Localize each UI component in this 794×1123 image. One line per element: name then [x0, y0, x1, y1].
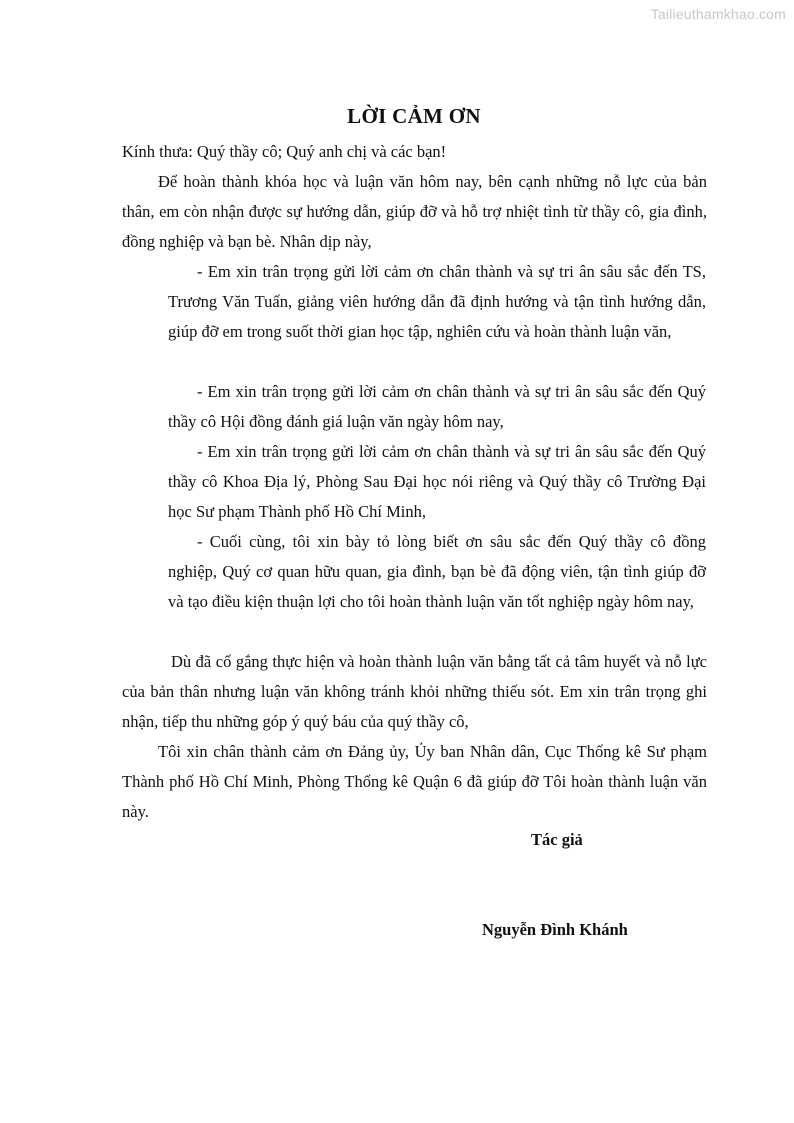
- closing-paragraph: Dù đã cố gắng thực hiện và hoàn thành luận văn bằng tất cả tâm huyết và nỗ lực của bản thân nhưng luận văn không tránh khỏi những thiếu sót. Em xin trân trọng ghi nhận, tiếp thu những góp ý quý báu của quý thầy cô,: [122, 652, 707, 731]
- list-item: - Em xin trân trọng gửi lời cảm ơn chân thành và sự tri ân sâu sắc đến Quý thầy cô Khoa Địa lý, Phòng Sau Đại học nói riêng và Quý thầy cô Trường Đại học Sư phạm Thành phố Hồ Chí Minh,: [168, 442, 706, 521]
- signature-name: Nguyễn Đình Khánh: [482, 920, 628, 939]
- watermark: Tailieuthamkhao.com: [650, 6, 786, 22]
- list-item: - Em xin trân trọng gửi lời cảm ơn chân thành và sự tri ân sâu sắc đến TS, Trương Văn Tuấn, giảng viên hướng dẫn đã định hướng và tận tình hướng dẫn, giúp đỡ em trong suốt thời gian học tập, nghiên cứu và hoàn thành luận văn,: [168, 262, 706, 341]
- page-title: LỜI CẢM ƠN: [347, 104, 481, 128]
- signature-label: Tác giả: [531, 830, 583, 849]
- list-item: - Cuối cùng, tôi xin bày tỏ lòng biết ơn sâu sắc đến Quý thầy cô đồng nghiệp, Quý cơ quan hữu quan, gia đình, bạn bè đã động viên, tận tình giúp đỡ và tạo điều kiện thuận lợi cho tôi hoàn thành luận văn tốt nghiệp ngày hôm nay,: [168, 532, 706, 611]
- thanks-paragraph: Tôi xin chân thành cảm ơn Đảng ủy, Ủy ban Nhân dân, Cục Thống kê Sư phạm Thành phố Hồ Chí Minh, Phòng Thống kê Quận 6 đã giúp đỡ Tôi hoàn thành luận văn này.: [122, 742, 707, 821]
- intro-paragraph: Để hoàn thành khóa học và luận văn hôm nay, bên cạnh những nỗ lực của bản thân, em còn nhận được sự hướng dẫn, giúp đỡ và hỗ trợ nhiệt tình từ thầy cô, gia đình, đồng nghiệp và bạn bè. Nhân dịp này,: [122, 172, 707, 251]
- salutation: Kính thưa: Quý thầy cô; Quý anh chị và các bạn!: [122, 142, 447, 161]
- list-item: - Em xin trân trọng gửi lời cảm ơn chân thành và sự tri ân sâu sắc đến Quý thầy cô Hội đồng đánh giá luận văn ngày hôm nay,: [168, 382, 706, 431]
